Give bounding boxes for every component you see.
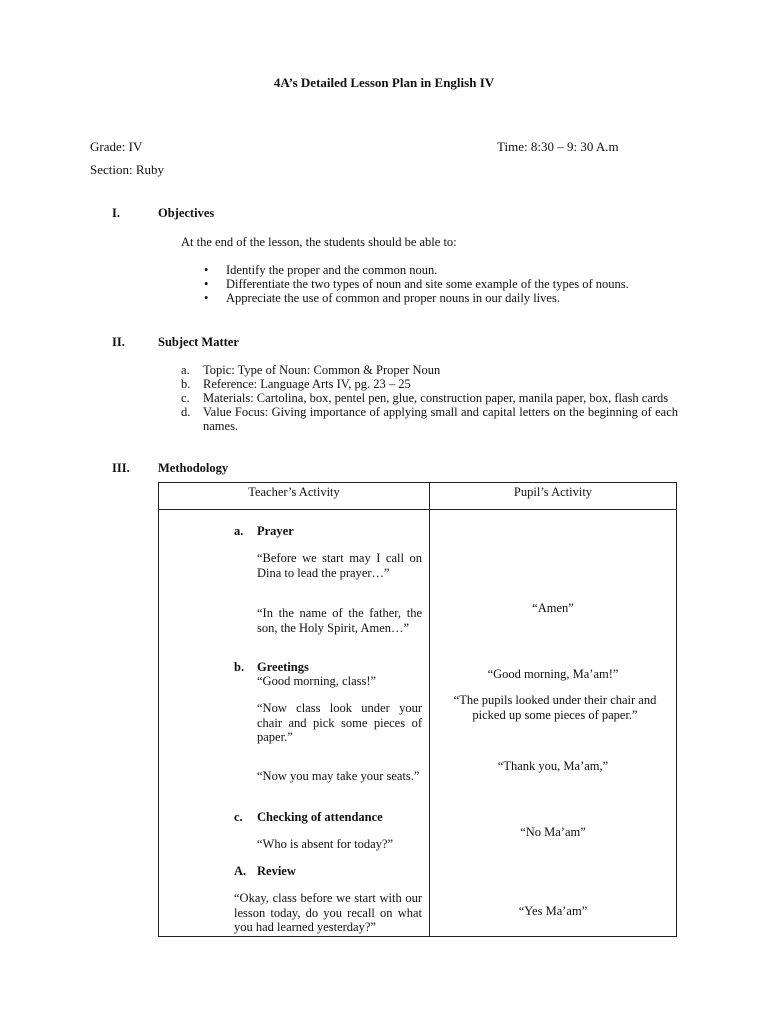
objectives-list (204, 263, 678, 305)
subject-matter-list (181, 363, 678, 433)
methodology-table (158, 482, 677, 937)
pupil-yes-maam: “Yes Ma’am” (518, 904, 588, 918)
list-item: • Identify the proper and the common noun. (204, 263, 438, 277)
list-item: • Appreciate the use of common and proper nouns in our daily lives. (204, 291, 560, 305)
list-item: b. Reference: Language Arts IV, pg. 23 – 25 (181, 377, 411, 391)
list-item: d. Value Focus: Giving importance of applying small and capital letters on the beginning of each names. (181, 405, 678, 433)
greetings-mark: b. (234, 660, 245, 674)
list-item: a. Topic: Type of Noun: Common & Proper Noun (181, 363, 441, 377)
objectives-heading: Objectives (158, 206, 215, 220)
bullet-icon: • (204, 291, 209, 305)
review-label: Review (257, 864, 296, 878)
teacher-activity-header: Teacher’s Activity (159, 483, 430, 510)
prayer-line-2: “In the name of the father, the son, the Holy Spirit, Amen…” (257, 606, 422, 635)
objectives-number: I. (112, 206, 120, 220)
time-label: Time: 8:30 – 9: 30 A.m (497, 139, 619, 154)
pupil-activity-cell (430, 510, 677, 937)
prayer-line-1: “Before we start may I call on Dina to lead the prayer…” (257, 551, 422, 580)
methodology-heading: Methodology (158, 461, 229, 475)
greetings-label: Greetings (257, 660, 309, 674)
methodology-number: III. (112, 461, 130, 475)
section-label: Section: Ruby (90, 162, 165, 177)
greetings-line-2: “Now class look under your chair and pick some pieces of paper.” (257, 701, 422, 744)
prayer-mark: a. (234, 524, 244, 538)
bullet-icon: • (204, 277, 209, 291)
table-header-row (159, 483, 677, 510)
attendance-label: Checking of attendance (257, 810, 383, 824)
subject-matter-number: II. (112, 335, 125, 349)
subject-matter-heading: Subject Matter (158, 335, 239, 349)
pupil-no-maam: “No Ma’am” (520, 825, 586, 839)
greetings-line-3: “Now you may take your seats.” (257, 769, 420, 783)
list-item: c. Materials: Cartolina, box, pentel pen, glue, construction paper, manila paper, box, flash cards (181, 391, 669, 405)
review-line-1: “Okay, class before we start with our lesson today, do you recall on what you had learned yesterday?” (234, 891, 422, 934)
teacher-activity-cell (159, 510, 430, 937)
pupil-thank-you: “Thank you, Ma’am,” (497, 759, 609, 773)
grade-label: Grade: IV (90, 139, 143, 154)
pupil-amen: “Amen” (532, 601, 574, 615)
table-row (159, 510, 677, 937)
bullet-icon: • (204, 263, 209, 277)
review-mark: A. (234, 864, 247, 878)
objectives-intro: At the end of the lesson, the students should be able to: (181, 235, 457, 249)
attendance-line-1: “Who is absent for today?” (257, 837, 394, 851)
greetings-line-1: “Good morning, class!” (257, 674, 377, 688)
document-title: 4A’s Detailed Lesson Plan in English IV (273, 75, 495, 90)
attendance-mark: c. (234, 810, 243, 824)
prayer-label: Prayer (257, 524, 294, 538)
list-item: • Differentiate the two types of noun and site some example of the types of nouns. (204, 277, 629, 291)
pupil-activity-header: Pupil’s Activity (430, 483, 677, 510)
pupil-looked-under-chair: “The pupils looked under their chair and picked up some pieces of paper.” (453, 693, 657, 722)
pupil-good-morning: “Good morning, Ma’am!” (487, 667, 619, 681)
